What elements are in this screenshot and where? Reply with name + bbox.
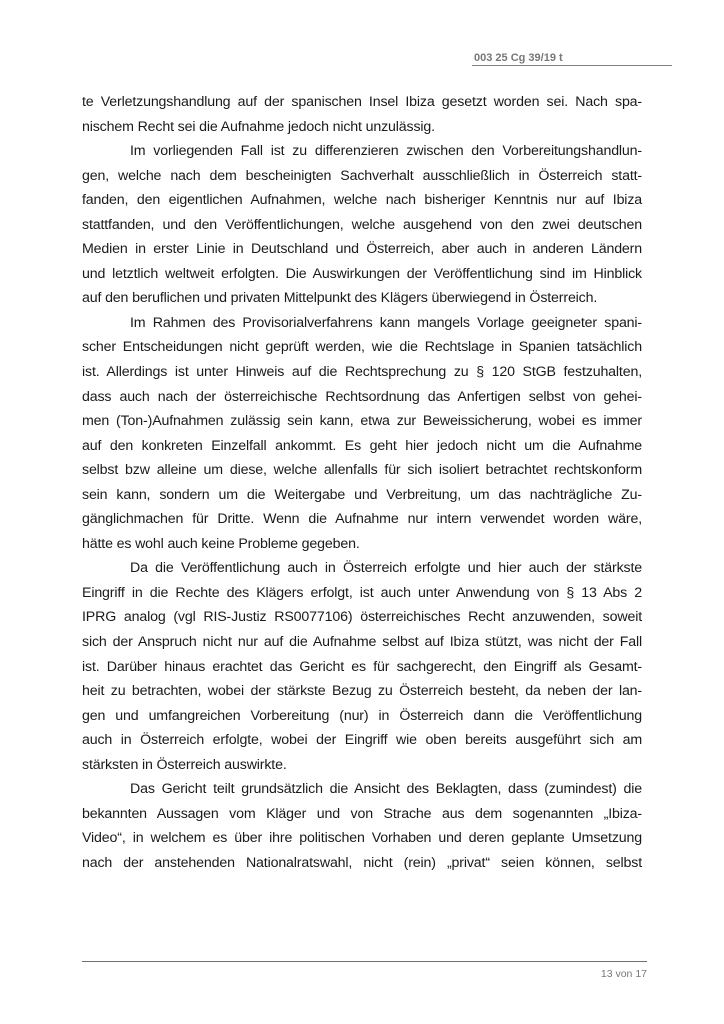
text-line: IPRG analog (vgl RIS-Justiz RS0077106) österreichisches Recht anzuwenden, soweit: [82, 609, 642, 626]
text-line: nischem Recht sei die Aufnahme jedoch nicht unzulässig.: [82, 118, 435, 135]
text-line: sein kann, sondern um die Weitergabe und Verbreitung, um das nachträgliche Zu-: [82, 486, 642, 503]
text-line: fanden, den eigentlichen Aufnahmen, welche nach bisheriger Kenntnis nur auf Ibiza: [82, 192, 642, 209]
text-line: ist. Allerdings ist unter Hinweis auf die Rechtsprechung zu § 120 StGB festzuhalten,: [82, 364, 642, 381]
text-line: Video“, in welchem es über ihre politischen Vorhaben und deren geplante Umsetzung: [82, 830, 642, 847]
text-line: Da die Veröffentlichung auch in Österreich erfolgte und hier auch der stärkste: [130, 560, 642, 577]
text-line: stattfanden, und den Veröffentlichungen, welche ausgehend von den zwei deutschen: [82, 216, 642, 233]
case-number: 003 25 Cg 39/19 t: [474, 52, 563, 64]
text-line: auch in Österreich erfolgte, wobei der Eingriff wie oben bereits ausgeführt sich am: [82, 732, 642, 749]
text-line: und letztlich weltweit erfolgten. Die Auswirkungen der Veröffentlichung sind im Hinblick: [82, 265, 642, 282]
text-line: men (Ton-)Aufnahmen zulässig sein kann, etwa zur Beweissicherung, wobei es immer: [82, 413, 642, 430]
text-line: Medien in erster Linie in Deutschland und Österreich, aber auch in anderen Ländern: [82, 241, 642, 258]
text-line: nach der anstehenden Nationalratswahl, nicht (rein) „privat“ seien können, selbst: [82, 854, 642, 871]
text-line: auf den konkreten Einzelfall ankommt. Es geht hier jedoch nicht um die Aufnahme: [82, 437, 642, 454]
text-line: Eingriff in die Rechte des Klägers erfolgt, ist auch unter Anwendung von § 13 Abs 2: [82, 584, 642, 601]
header-divider: [472, 65, 672, 66]
text-line: sich der Anspruch nicht nur auf die Aufnahme selbst auf Ibiza stützt, was nicht der Fall: [82, 634, 642, 651]
text-line: gänglichmachen für Dritte. Wenn die Aufnahme nur intern verwendet worden wäre,: [82, 511, 642, 528]
text-line: Im vorliegenden Fall ist zu differenzieren zwischen den Vorbereitungshandlun-: [130, 143, 642, 160]
footer-divider: [82, 961, 647, 962]
text-line: te Verletzungshandlung auf der spanischen Insel Ibiza gesetzt worden sei. Nach spa-: [82, 94, 642, 110]
text-line: Das Gericht teilt grundsätzlich die Ansicht des Beklagten, dass (zumindest) die: [130, 781, 642, 798]
paragraph: [82, 90, 642, 139]
text-line: heit zu betrachten, wobei der stärkste Bezug zu Österreich besteht, da neben der lan-: [82, 683, 642, 700]
text-line: auf den beruflichen und privaten Mittelpunkt des Klägers überwiegend in Österreich.: [82, 290, 598, 307]
paragraph: [82, 311, 642, 556]
text-line: bekannten Aussagen vom Kläger und von Strache aus dem sogenannten „Ibiza-: [82, 805, 642, 822]
text-line: Im Rahmen des Provisorialverfahrens kann mangels Vorlage geeigneter spani-: [130, 314, 642, 331]
page-number: 13 von 17: [600, 968, 647, 980]
text-line: selbst bzw alleine um diese, welche allenfalls für sich isoliert betrachtet rechtskonform: [82, 462, 642, 479]
text-line: dass auch nach der österreichische Rechtsordnung das Anfertigen selbst von gehei-: [82, 388, 642, 405]
paragraph: [82, 139, 642, 311]
text-line: gen und umfangreichen Vorbereitung (nur) in Österreich dann die Veröffentlichung: [82, 707, 642, 724]
text-line: stärksten in Österreich auswirkte.: [82, 756, 287, 773]
text-line: scher Entscheidungen nicht geprüft werden, wie die Rechtslage in Spanien tatsächlich: [82, 339, 642, 356]
text-line: gen, welche nach dem bescheinigten Sachverhalt ausschließlich in Österreich statt-: [82, 167, 642, 184]
body-text: [82, 90, 642, 876]
text-line: hätte es wohl auch keine Probleme gegeben.: [82, 535, 360, 552]
paragraph: [82, 556, 642, 777]
paragraph: [82, 777, 642, 875]
text-line: ist. Darüber hinaus erachtet das Gericht es für sachgerecht, den Eingriff als Gesamt-: [82, 658, 642, 675]
